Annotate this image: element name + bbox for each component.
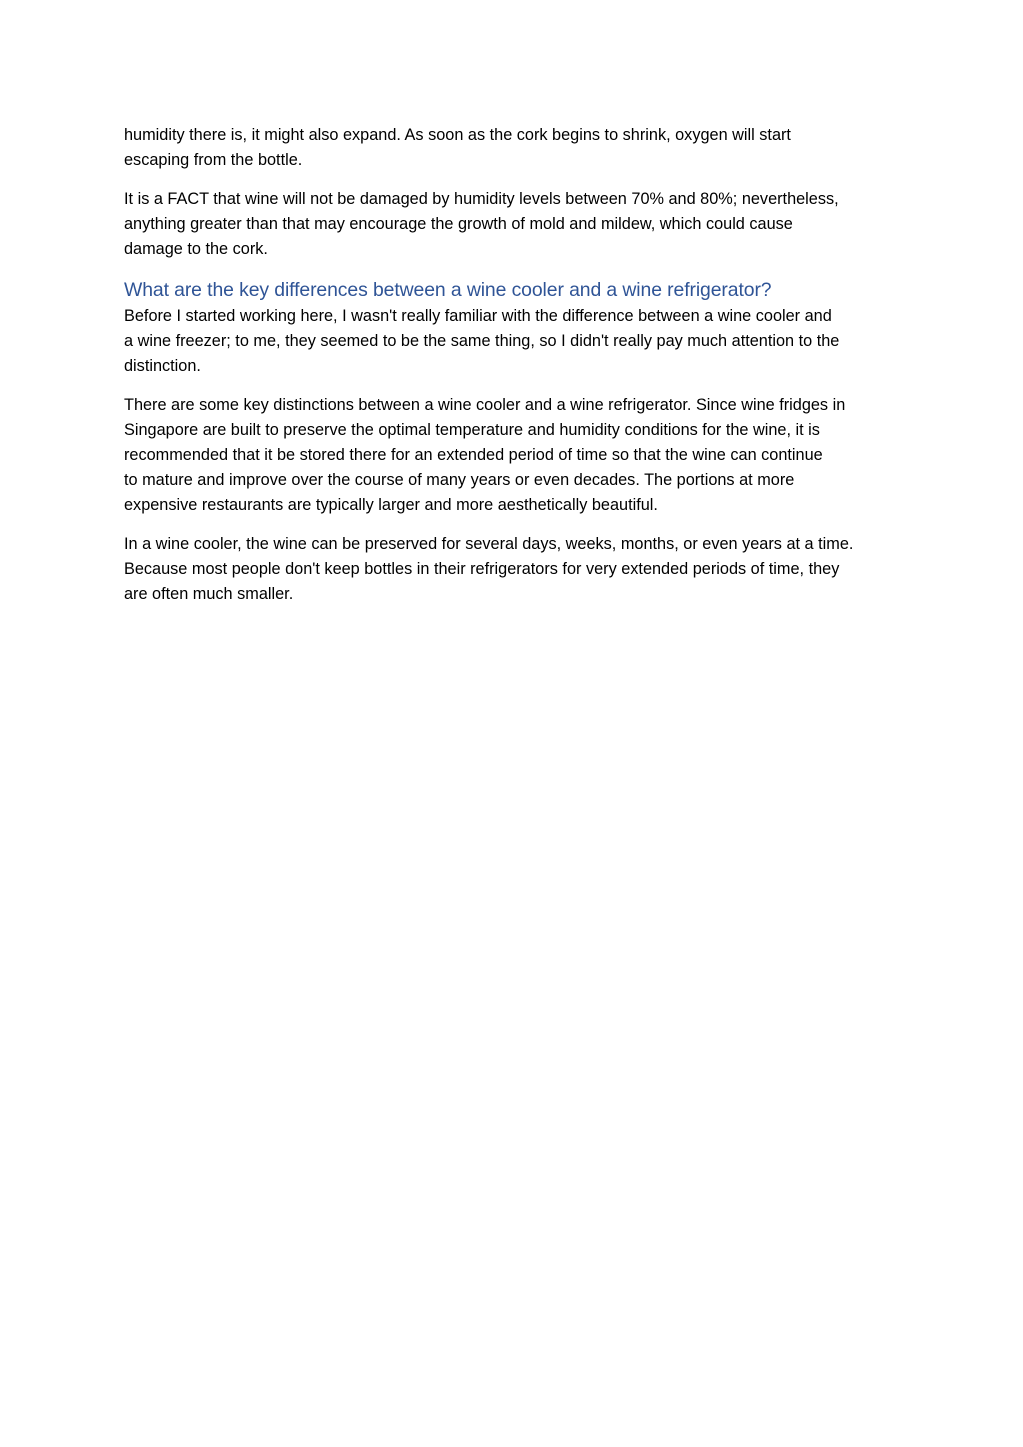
paragraph-wine-cooler-storage: In a wine cooler, the wine can be preserved for several days, weeks, months, or even years at a time. Because most people don't keep bottles in their refrigerators for very extended periods of time, they are often much smaller. (124, 535, 854, 603)
paragraph-key-distinctions: There are some key distinctions between a wine cooler and a wine refrigerator. Since wine fridges in Singapore are built to preserve the optimal temperature and humidity conditions for the wine, it is recommended that it be stored there for an extended period of time so that the wine can continue to mature and improve over the course of many years or even decades. The portions at more expensive restaurants are typically larger and more aesthetically beautiful. (124, 396, 846, 514)
document-body (124, 123, 899, 621)
paragraph-cooler-vs-freezer: Before I started working here, I wasn't really familiar with the difference between a wine cooler and a wine freezer; to me, they seemed to be the same thing, so I didn't really pay much attention to the distinction. (124, 307, 840, 375)
paragraph-cork-humidity: humidity there is, it might also expand. As soon as the cork begins to shrink, oxygen will start escaping from the bottle. (124, 126, 791, 169)
paragraph-humidity-levels: It is a FACT that wine will not be damaged by humidity levels between 70% and 80%; nevertheless, anything greater than that may encourage the growth of mold and mildew, which could cause damage to the cork. (124, 190, 839, 258)
section-heading: What are the key differences between a wine cooler and a wine refrigerator? (124, 279, 772, 301)
